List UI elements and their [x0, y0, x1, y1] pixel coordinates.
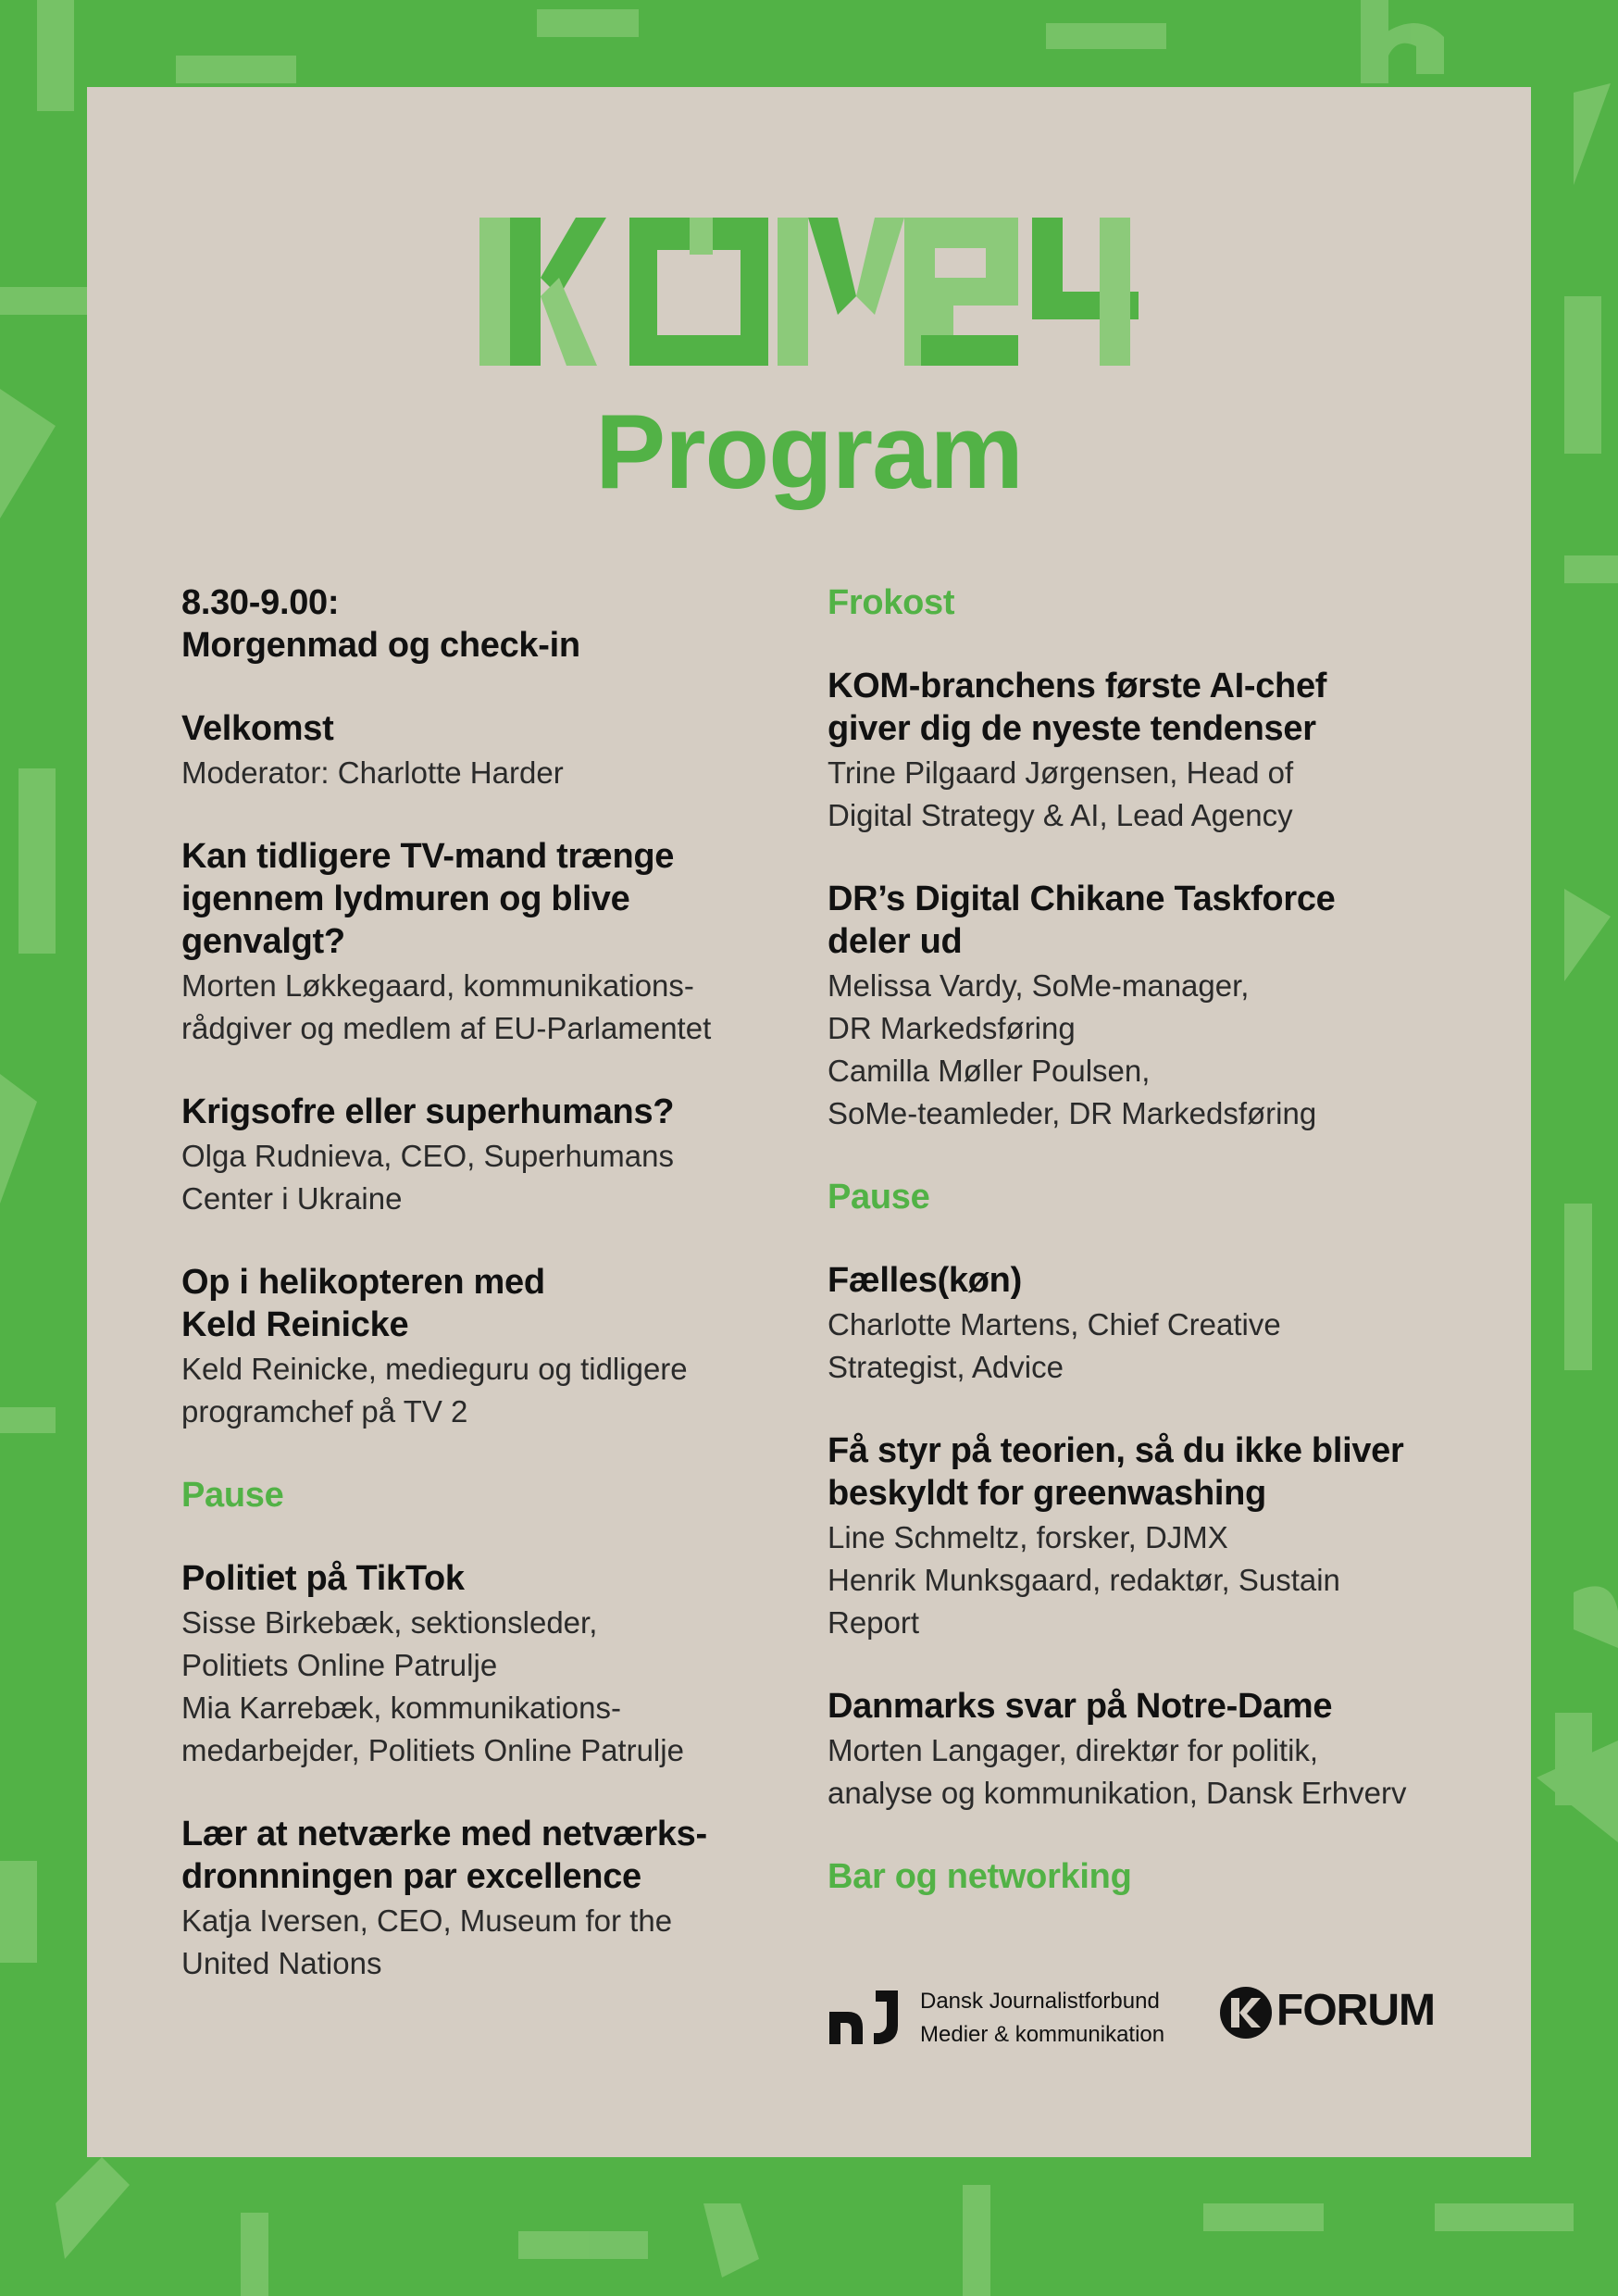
program-item — [181, 1813, 783, 1985]
session-title — [828, 1429, 1457, 1515]
section-label — [181, 1474, 783, 1516]
dj-logo-icon — [828, 1989, 902, 2044]
heading-line: Krigsofre eller superhumans? — [181, 1092, 675, 1131]
session-speakers — [181, 1135, 783, 1220]
program-item — [181, 1474, 783, 1516]
program-item — [828, 1176, 1457, 1218]
program-item — [181, 835, 783, 1050]
speaker-line: Sisse Birkebæk, sektionsleder, — [181, 1605, 598, 1640]
speaker-line: Henrik Munksgaard, redaktør, Sustain — [828, 1563, 1340, 1597]
program-item — [828, 1855, 1457, 1898]
speaker-line: SoMe-teamleder, DR Markedsføring — [828, 1096, 1317, 1130]
speaker-line: analyse og kommunikation, Dansk Erhverv — [828, 1776, 1407, 1810]
dj-line-1: Dansk Journalistforbund — [920, 1989, 1160, 2014]
program-right-column — [828, 581, 1457, 1939]
speaker-line: DR Markedsføring — [828, 1011, 1076, 1045]
session-title — [828, 665, 1457, 750]
session-speakers — [181, 1602, 783, 1772]
k-circle-logo-icon — [1218, 1985, 1274, 2040]
heading-line: Keld Reinicke — [181, 1305, 409, 1344]
program-item — [828, 1259, 1457, 1389]
speaker-line: Report — [828, 1605, 920, 1640]
program-item — [181, 1557, 783, 1772]
heading-line: KOM-branchens første AI-chef — [828, 667, 1327, 705]
heading-line: Lær at netværke med netværks- — [181, 1815, 707, 1853]
program-item — [828, 878, 1457, 1135]
program-item — [181, 581, 783, 667]
session-title — [181, 1261, 783, 1346]
speaker-line: Charlotte Martens, Chief Creative — [828, 1307, 1281, 1341]
speaker-line: Digital Strategy & AI, Lead Agency — [828, 798, 1293, 832]
heading-line: DR’s Digital Chikane Taskforce — [828, 880, 1336, 918]
session-title — [181, 1557, 783, 1600]
heading-line: Op i helikopteren med — [181, 1263, 545, 1302]
speaker-line: Center i Ukraine — [181, 1181, 403, 1216]
heading-line: Bar og networking — [828, 1857, 1132, 1896]
session-speakers — [828, 1729, 1457, 1815]
program-item — [828, 1429, 1457, 1644]
page-title: Program — [595, 393, 1023, 511]
speaker-line: Trine Pilgaard Jørgensen, Head of — [828, 755, 1294, 790]
session-title — [181, 835, 783, 963]
speaker-line: Melissa Vardy, SoMe-manager, — [828, 968, 1250, 1003]
speaker-line: Olga Rudnieva, CEO, Superhumans — [181, 1139, 674, 1173]
session-title — [828, 878, 1457, 963]
heading-line: Pause — [181, 1476, 284, 1515]
heading-line: Kan tidligere TV-mand trænge — [181, 837, 675, 876]
sponsor-logos — [828, 1981, 1438, 2055]
program-item — [828, 581, 1457, 624]
heading-line: beskyldt for greenwashing — [828, 1474, 1266, 1513]
session-title — [181, 707, 783, 750]
speaker-line: Politiets Online Patrulje — [181, 1648, 498, 1682]
speaker-line: Camilla Møller Poulsen, — [828, 1054, 1151, 1088]
speaker-line: United Nations — [181, 1946, 382, 1980]
session-title — [181, 1091, 783, 1133]
section-label — [828, 1855, 1457, 1898]
dj-logo-text — [920, 1985, 1164, 2052]
session-title — [181, 1813, 783, 1898]
session-speakers — [828, 1304, 1457, 1389]
session-speakers — [181, 965, 783, 1050]
program-item — [828, 665, 1457, 837]
speaker-line: Morten Langager, direktør for politik, — [828, 1733, 1319, 1767]
heading-line: Frokost — [828, 583, 955, 622]
session-speakers — [181, 752, 783, 794]
session-speakers — [828, 1516, 1457, 1644]
speaker-line: Morten Løkkegaard, kommunikations- — [181, 968, 694, 1003]
heading-line: Morgenmad og check-in — [181, 626, 580, 665]
speaker-line: Mia Karrebæk, kommunikations- — [181, 1691, 621, 1725]
speaker-line: rådgiver og medlem af EU-Parlamentet — [181, 1011, 712, 1045]
session-speakers — [181, 1348, 783, 1433]
speaker-line: Line Schmeltz, forsker, DJMX — [828, 1520, 1228, 1554]
session-title — [181, 581, 783, 667]
heading-line: dronnningen par excellence — [181, 1857, 641, 1896]
heading-line: Pause — [828, 1178, 930, 1217]
program-item — [181, 1091, 783, 1220]
session-speakers — [828, 965, 1457, 1135]
forum-logo-text: FORUM — [1276, 1986, 1435, 2035]
heading-line: igennem lydmuren og blive — [181, 880, 630, 918]
session-title — [828, 1259, 1457, 1302]
heading-line: Fælles(køn) — [828, 1261, 1022, 1300]
program-item — [828, 1685, 1457, 1815]
program-left-column — [181, 581, 783, 2026]
program-item — [181, 707, 783, 794]
heading-line: Velkomst — [181, 709, 334, 748]
heading-line: Danmarks svar på Notre-Dame — [828, 1687, 1333, 1726]
speaker-line: programchef på TV 2 — [181, 1394, 468, 1429]
heading-line: genvalgt? — [181, 922, 345, 961]
heading-line: deler ud — [828, 922, 963, 961]
section-label — [828, 581, 1457, 624]
heading-line: Politiet på TikTok — [181, 1559, 465, 1598]
speaker-line: Moderator: Charlotte Harder — [181, 755, 564, 790]
program-item — [181, 1261, 783, 1433]
section-label — [828, 1176, 1457, 1218]
session-speakers — [181, 1900, 783, 1985]
speaker-line: Strategist, Advice — [828, 1350, 1064, 1384]
speaker-line: Katja Iversen, CEO, Museum for the — [181, 1903, 673, 1938]
speaker-line: Keld Reinicke, medieguru og tidligere — [181, 1352, 688, 1386]
kom24-logo — [0, 0, 1618, 389]
session-speakers — [828, 752, 1457, 837]
heading-line: Få styr på teorien, så du ikke bliver — [828, 1431, 1404, 1470]
session-title — [828, 1685, 1457, 1728]
heading-line: giver dig de nyeste tendenser — [828, 709, 1316, 748]
speaker-line: medarbejder, Politiets Online Patrulje — [181, 1733, 684, 1767]
dj-line-2: Medier & kommunikation — [920, 2022, 1165, 2047]
heading-line: 8.30-9.00: — [181, 583, 340, 622]
